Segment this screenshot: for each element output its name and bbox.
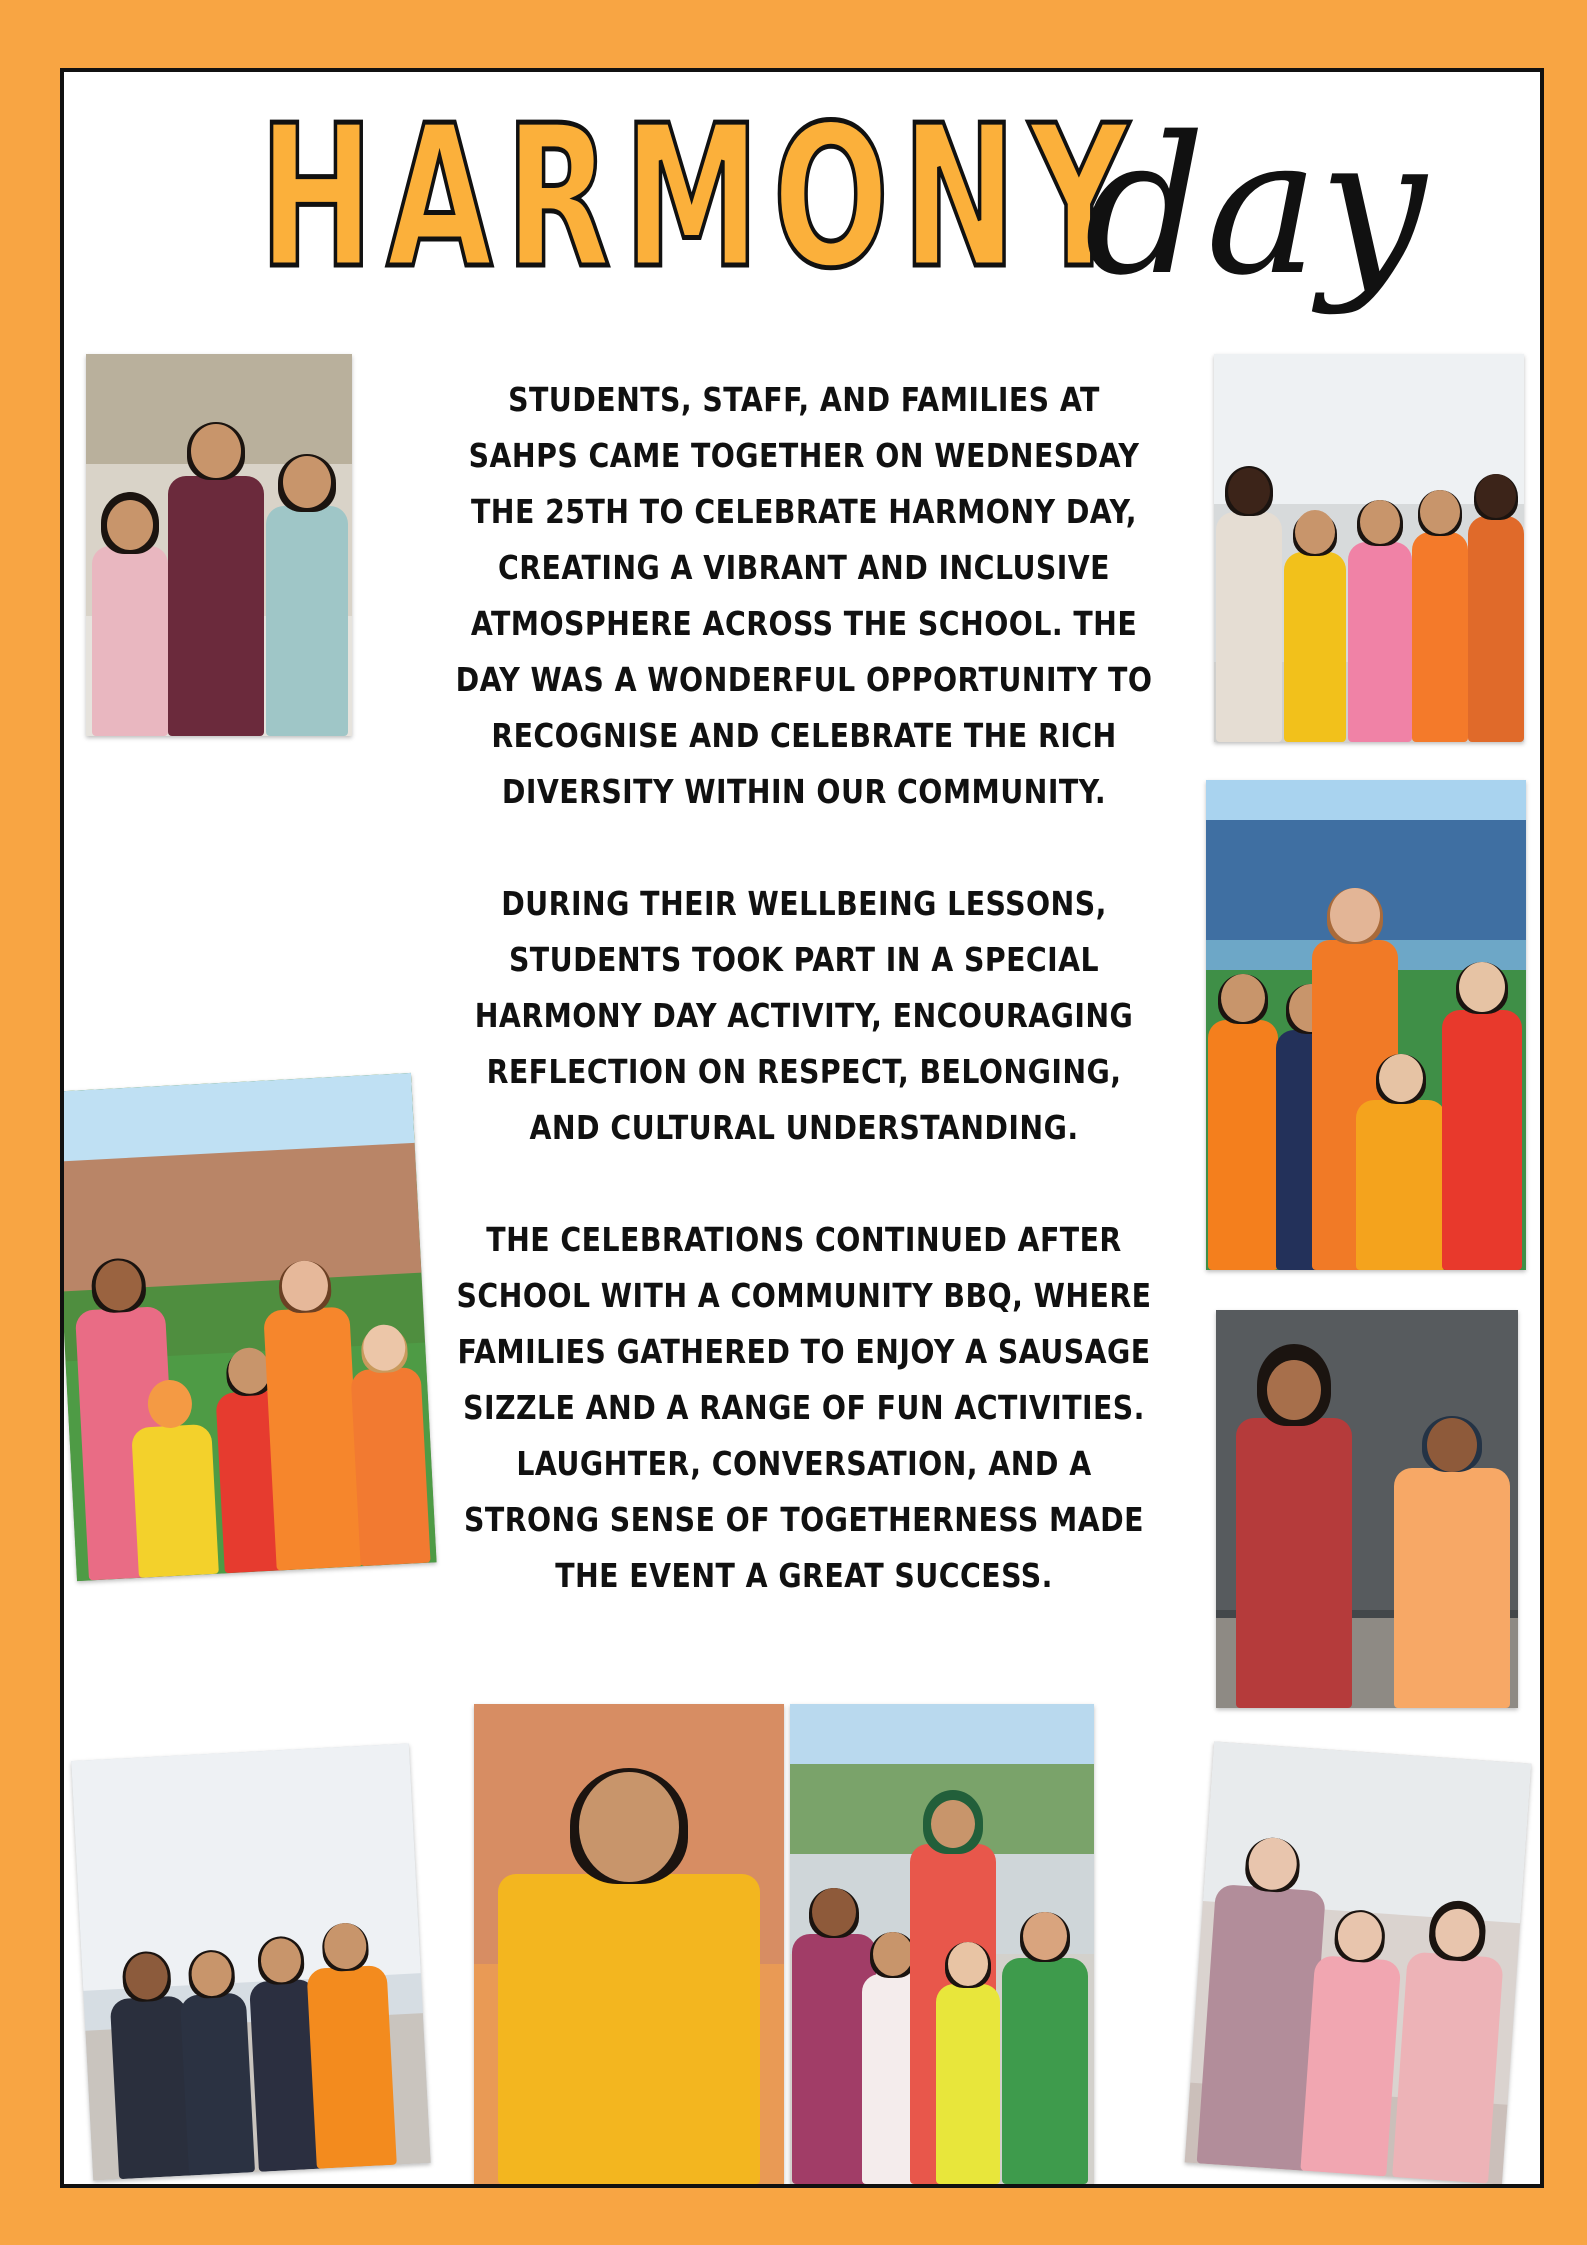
photo-pool-group (790, 1704, 1094, 2184)
photo-boy-yellow (474, 1704, 784, 2184)
photo-indoor-group (1214, 354, 1524, 742)
photo-corridor-kids (71, 1743, 431, 2180)
title-script: day (1084, 96, 1427, 317)
poster (60, 68, 1544, 2188)
paragraph-2: DURING THEIR WELLBEING LESSONS, STUDENTS TOOK PART IN A SPECIAL HARMONY DAY ACTIVITY, ENCOURAGING REFLECTION ON RESPECT, BELONGING, AND CULTURAL UNDERSTANDING. (474, 884, 1134, 1147)
photo-two-kids-costume (1216, 1310, 1518, 1708)
article-body (451, 372, 1156, 1660)
photo-trio-indoor (1185, 1741, 1532, 2184)
photo-classroom-kids (86, 354, 352, 736)
photo-outdoor-group (1206, 780, 1526, 1270)
paragraph-1: STUDENTS, STAFF, AND FAMILIES AT SAHPS CAME TOGETHER ON WEDNESDAY THE 25TH TO CELEBRATE HARMONY DAY, CREATING A VIBRANT AND INCLUSIVE ATMOSPHERE ACROSS THE SCHOOL. THE DAY WAS A WONDERFUL OPPORTUNITY TO RECOGNISE AND CELEBRATE THE RICH DIVERSITY WITHIN OUR COMMUNITY. (455, 380, 1153, 811)
title-main: HARMONY (259, 84, 1142, 312)
photo-bbq-group (60, 1073, 437, 1581)
paragraph-3: THE CELEBRATIONS CONTINUED AFTER SCHOOL WITH A COMMUNITY BBQ, WHERE FAMILIES GATHERED TO ENJOY A SAUSAGE SIZZLE AND A RANGE OF FUN ACTIVITIES. LAUGHTER, CONVERSATION, AND A STRONG SENSE OF TOGETHERNESS MADE THE EVENT A GREAT SUCCESS. (456, 1220, 1152, 1595)
